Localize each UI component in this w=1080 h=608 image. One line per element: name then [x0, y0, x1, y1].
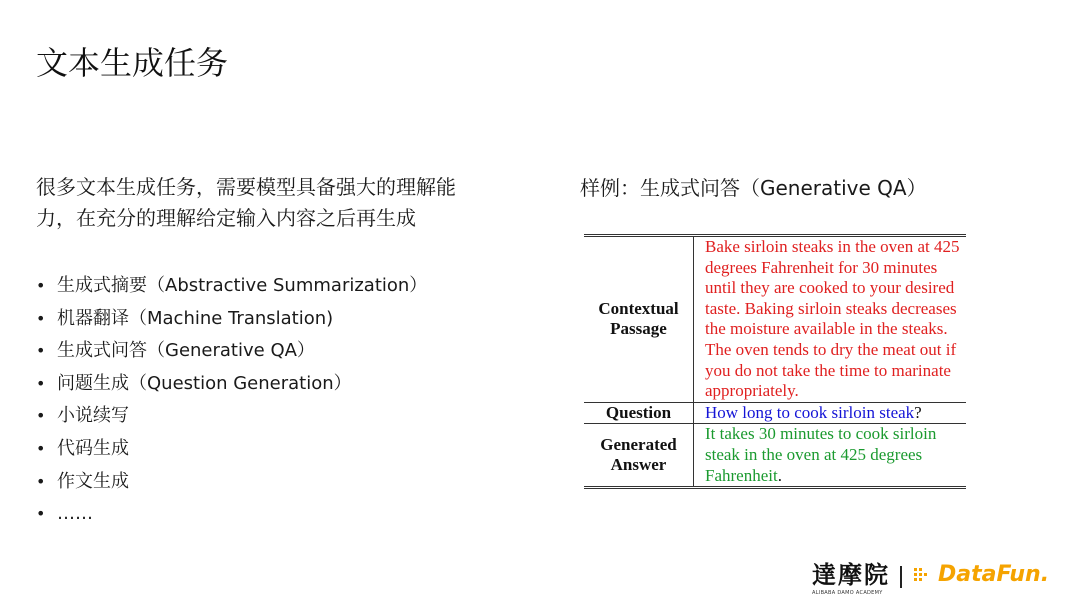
bullet-icon: •	[36, 373, 46, 393]
list-item	[36, 400, 427, 433]
list-item	[36, 466, 427, 499]
table-row	[584, 424, 966, 488]
logo-divider	[900, 566, 902, 588]
example-heading: 样例：生成式问答（Generative QA）	[580, 176, 927, 200]
list-item-label: 机器翻译（Machine Translation)	[57, 307, 334, 329]
table-row	[584, 236, 966, 403]
bullet-icon: •	[36, 406, 46, 426]
datafun-logo-text: DataFun.	[938, 562, 1050, 587]
damo-logo-subtitle: ALIBABA DAMO ACADEMY	[812, 590, 883, 596]
list-item	[36, 335, 427, 368]
list-item	[36, 270, 427, 303]
datafun-dots-icon	[912, 564, 938, 588]
bullet-icon: •	[36, 276, 46, 295]
list-item-label: 生成式摘要（Abstractive Summarization）	[57, 275, 428, 296]
answer-period: .	[777, 465, 782, 485]
answer-text: It takes 30 minutes to cook sirloin steak in the oven at 425 degrees Fahrenheit	[705, 424, 937, 485]
answer-header: Generated Answer	[584, 424, 694, 488]
list-item-label: 代码生成	[57, 437, 129, 459]
question-mark: ?	[914, 402, 922, 422]
qa-example-table	[584, 234, 966, 489]
footer-logos	[812, 560, 1049, 600]
bullet-icon: •	[36, 438, 46, 458]
task-list	[36, 270, 427, 531]
bullet-icon: •	[36, 471, 46, 491]
question-header: Question	[584, 402, 694, 424]
intro-text: 很多文本生成任务，需要模型具备强大的理解能力，在充分的理解给定输入内容之后再生成	[36, 175, 456, 230]
list-item-label: 作文生成	[57, 470, 129, 492]
passage-text: Bake sirloin steaks in the oven at 425 degrees Fahrenheit for 30 minutes until they are cooked to your desired taste. Baking sirloin steaks decreases the moisture available in the steaks. The oven tends to dry the meat out if you do not take the time to marinate appropriately.	[705, 237, 960, 401]
list-item-label: 小说续写	[57, 405, 129, 427]
list-item-label: ……	[57, 503, 93, 525]
damo-logo-text: 達摩院	[812, 560, 890, 589]
passage-header: Contextual Passage	[584, 236, 694, 403]
answer-cell	[694, 424, 967, 488]
question-text: How long to cook sirloin steak	[705, 402, 915, 422]
list-item	[36, 433, 427, 466]
list-item-label: 生成式问答（Generative QA）	[57, 340, 315, 362]
bullet-icon: •	[36, 504, 46, 524]
damo-logo	[812, 560, 890, 596]
list-item	[36, 368, 427, 401]
list-item-label: 问题生成（Question Generation）	[57, 372, 352, 394]
question-cell	[694, 402, 967, 424]
bullet-icon: •	[36, 308, 46, 328]
slide-title: 文本生成任务	[36, 44, 229, 82]
list-item	[36, 498, 427, 531]
list-item	[36, 303, 427, 336]
table-row	[584, 402, 966, 424]
bullet-icon: •	[36, 341, 46, 361]
